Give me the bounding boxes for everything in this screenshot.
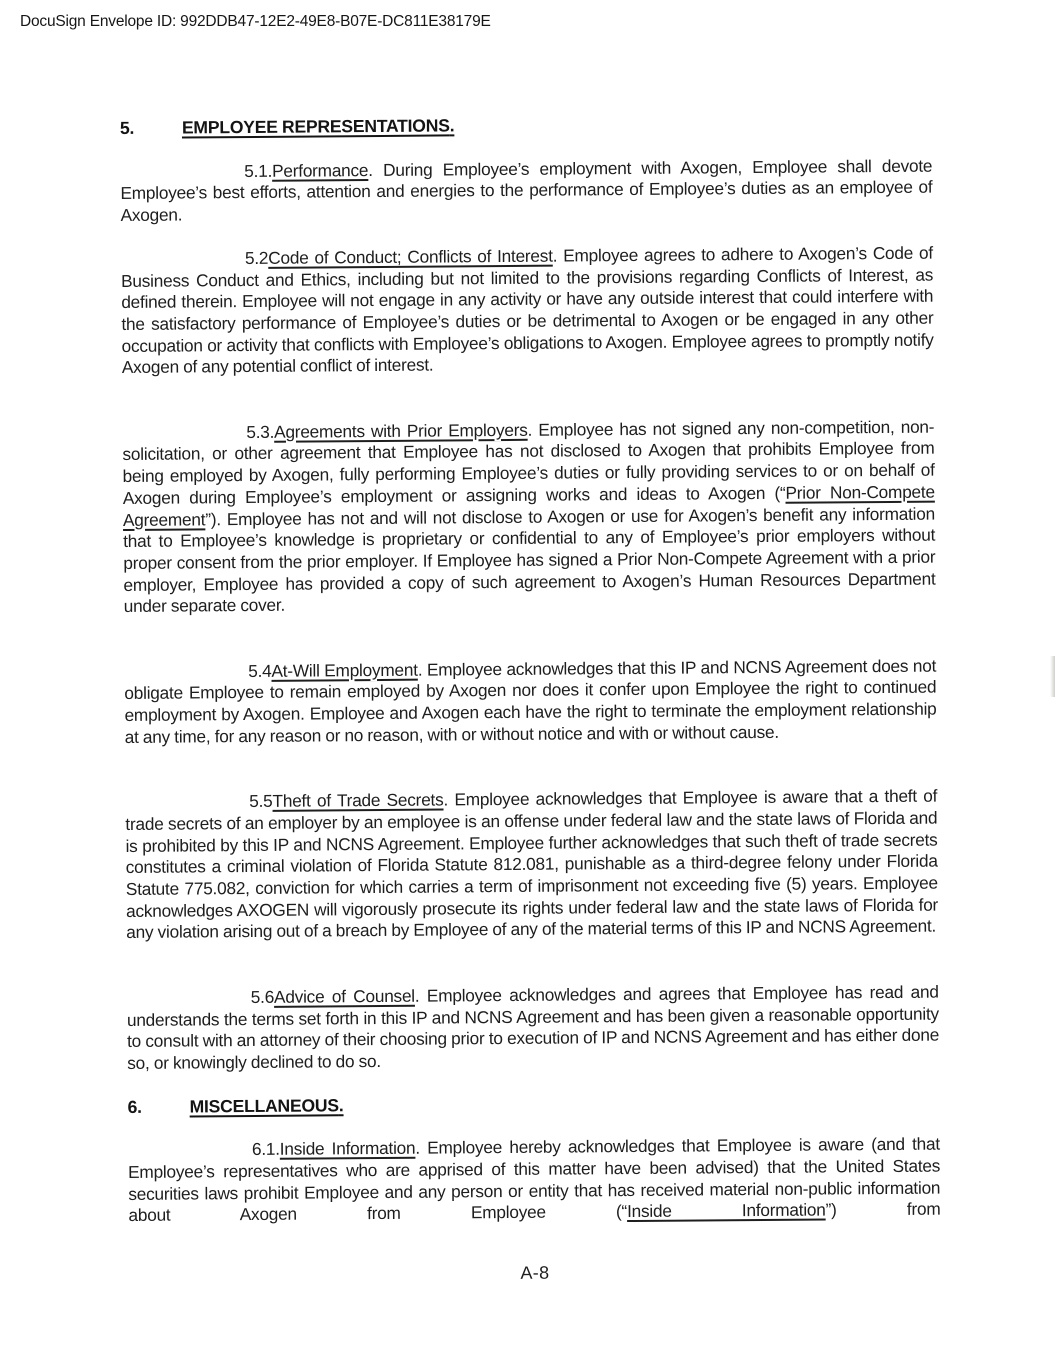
paragraph-text: Employee acknowledges that Employee is aware that a theft of trade secrets of an employer by an employee is an offense under federal law and the state laws of Florida and is prohibited by this IP and NCNS Agreement. Employee further acknowledges that such theft of trade secrets constitutes a criminal violation of Florida Statute 812.081, punishable as a third-degree felony under Florida Statute 775.082, conviction for which carries a term of imprisonment not exceeding five (5) years. Employee acknowledges AXOGEN will vigorously prosecute its rights under federal law and the state laws of Florida for any violation arising out of a breach by Employee of any of the material terms of this IP and NCNS Agreement. [125, 785, 939, 943]
section-number: 6. [127, 1096, 142, 1117]
paragraph-number: 5.6 [250, 986, 275, 1007]
paragraph-title-suffix: . [415, 1137, 420, 1159]
paragraph-title: Inside Information [279, 1138, 416, 1160]
paragraph [124, 655, 937, 748]
paragraph-text: ”). Employee has not and will not disclose to Axogen or use for Axogen’s benefit any information that to Employee’s knowledge is proprietary or confidential to any of Employee’s prior employers without proper consent from the prior employer. If Employee has signed a Prior Non-Compete Agreement with a prior employer, Employee has provided a copy of such agreement to Axogen’s Human Resources Department under separate cover. [123, 503, 936, 617]
scanned-document-content [119, 0, 942, 1365]
paragraph-title: Agreements with Prior Employers [274, 419, 528, 442]
paragraph-title: Code of Conduct; Conflicts of Interest [268, 245, 553, 268]
paragraph-number: 5.4 [248, 660, 272, 681]
paragraph-text: ”) from [825, 1198, 941, 1220]
paragraph [122, 416, 936, 618]
section-heading [128, 1090, 940, 1118]
paragraph-text: Employee agrees to adhere to Axogen’s Code of Business Conduct and Ethics, including but not limited to the provisions regarding Conflicts of Interest, as defined therein. Employee will not engage in any activity or have any outside interest that could interfere with the satisfactory performance of Employee’s duties or be detrimental to Axogen or be engaged in any other occupation or activity that conflicts with Employee’s obligations to Axogen. Employee agrees to promptly notify Axogen of any potential conflict of interest. [121, 242, 934, 378]
paragraph-text: Employee acknowledges and agrees that Employee has read and understands the terms set forth in this IP and NCNS Agreement and has been given a reasonable opportunity to consult with an attorney of their choosing prior to execution of IP and NCNS Agreement and has either done so, or knowingly declined to do so. [126, 981, 940, 1073]
docusign-envelope-id: DocuSign Envelope ID: 992DDB47-12E2-49E8-B07E-DC811E38179E [20, 13, 491, 30]
paragraph-text: During Employee’s employment with Axogen, Employee shall devote Employee’s best efforts, attention and energies to the performance of Employee’s duties as an employee of Axogen. [120, 155, 933, 226]
section-title-suffix: . [338, 1094, 344, 1115]
paragraph-title: At-Will Employment [271, 659, 418, 681]
paragraph-number: 5.2 [244, 247, 269, 268]
paragraph [120, 155, 932, 226]
paragraph-title: Theft of Trade Secrets [272, 789, 444, 812]
paragraph-title-suffix: . [368, 159, 373, 180]
page-number: A-8 [520, 1262, 550, 1283]
paragraph-title-suffix: . [443, 789, 449, 810]
paragraph-title: Performance [271, 159, 369, 181]
section-title: MISCELLANEOUS [189, 1094, 339, 1117]
section-title: EMPLOYEE REPRESENTATIONS [181, 115, 450, 138]
paragraph-title: Advice of Counsel [273, 985, 415, 1007]
paragraph-title-suffix: . [414, 985, 420, 1006]
paragraph-text: Employee has not signed any non-competition, non-solicitation, or other agreement that Employee has not disclosed to Axogen that prohibits Employee from being employed by Axogen, fully performing Employee’s duties or fully providing services to or on behalf of Axogen during Employee’s employment or assigning works and ideas to Axogen (“ [122, 416, 935, 508]
paragraph-title-suffix: . [552, 245, 558, 266]
paragraph [121, 242, 934, 379]
paragraph-number: 5.3. [246, 421, 275, 442]
paragraph-number: 5.5 [249, 791, 273, 812]
paragraph-text: Employee acknowledges that this IP and NCNS Agreement does not obligate Employee to remain employed by Axogen nor does it confer upon Employee the right to continued employment by Axogen. Employee and Axogen each have the right to terminate the employment relationship at any time, for any reason or no reason, with or without notice and with or without cause. [124, 655, 937, 747]
paragraph-title-suffix: . [417, 659, 423, 680]
paragraph [127, 981, 940, 1074]
section-number: 5. [119, 117, 135, 139]
section-title-suffix: . [449, 115, 455, 136]
paragraph [128, 1134, 941, 1227]
paragraph-number: 6.1. [251, 1139, 280, 1160]
section-heading [120, 112, 932, 140]
paragraph-title-suffix: . [527, 419, 533, 440]
defined-term: Prior Non-Compete Agreement [122, 481, 935, 530]
paragraph-text: Employee hereby acknowledges that Employee is aware (and that Employee’s representatives who are apprised of this matter have been advised) that the United States securities laws prohibit Employee and any person or entity that has received material non-public information about Axogen from Employee (“ [128, 1133, 941, 1226]
defined-term: Inside Information [626, 1199, 826, 1222]
scan-artifact [1050, 656, 1055, 697]
paragraph-number: 5.1. [244, 160, 273, 181]
paragraph [125, 786, 938, 944]
